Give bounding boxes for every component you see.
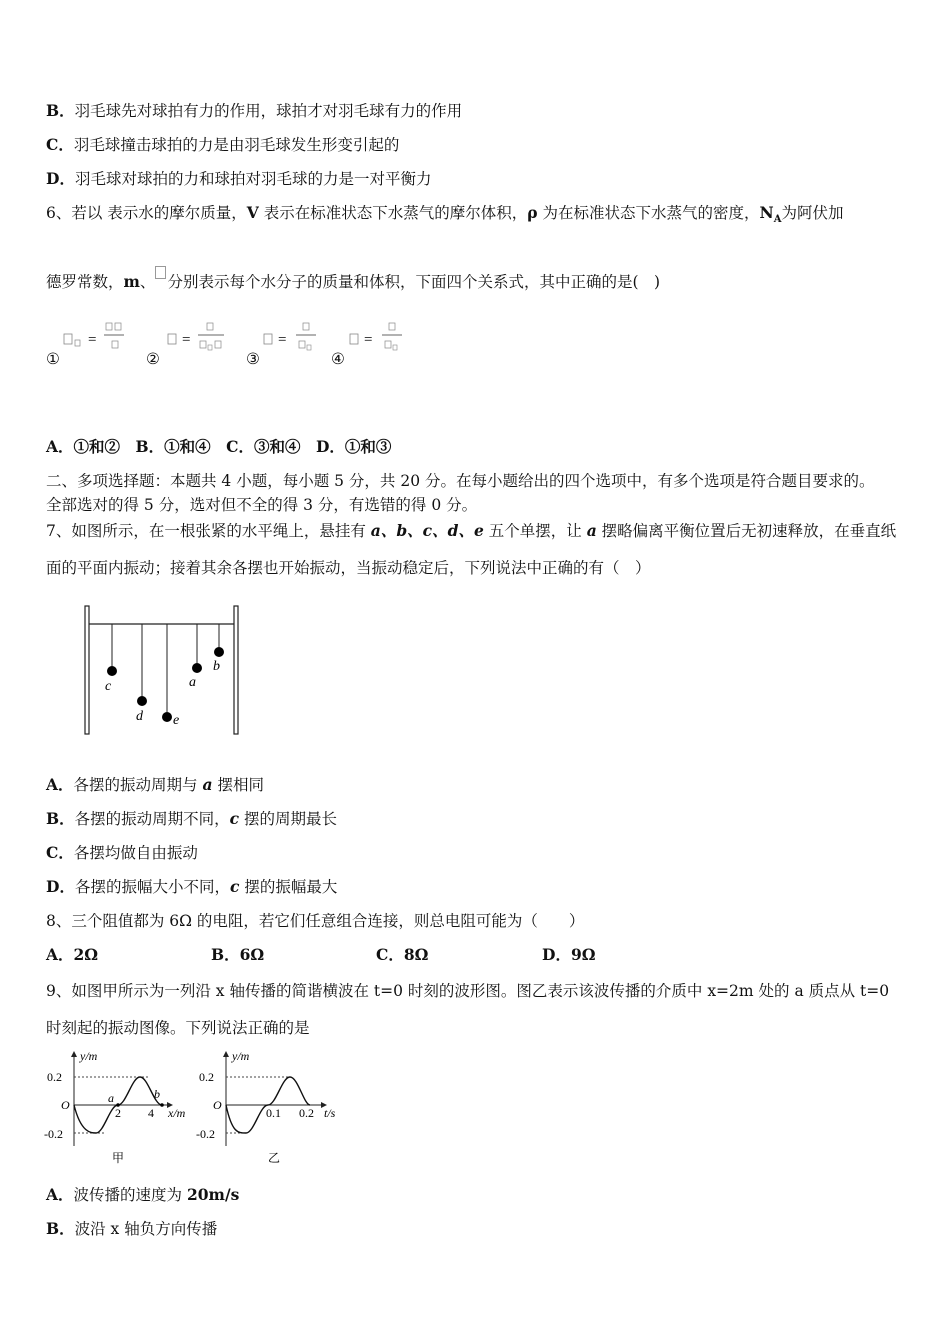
- origin-label: O: [213, 1098, 222, 1112]
- formula-label-3: ③: [246, 350, 260, 368]
- point-b: [160, 1103, 164, 1107]
- svg-text:=: =: [364, 332, 373, 348]
- ttick-0-2: 0.2: [299, 1106, 314, 1120]
- q7-option-c: [46, 842, 198, 864]
- q7-var-a: a: [586, 521, 597, 540]
- q5-option-d-text: 羽毛球对球拍的力和球拍对羽毛球的力是一对平衡力: [74, 170, 432, 188]
- q7-option-a-text-2: 摆相同: [212, 776, 264, 794]
- q7-option-b-var: c: [229, 809, 240, 828]
- xtick-2: 2: [115, 1106, 121, 1120]
- q6-text-7: 分别表示每个水分子的质量和体积，下面四个关系式，其中正确的是( ): [167, 273, 661, 291]
- ylabel: y/m: [232, 1049, 250, 1063]
- ytick-top: 0.2: [199, 1070, 214, 1084]
- q6-var-rho: ρ: [527, 203, 538, 222]
- xlabel: x/m: [168, 1106, 186, 1120]
- ttick-0-1: 0.1: [266, 1106, 281, 1120]
- pendulum-a-bob: [192, 663, 202, 673]
- svg-text:=: =: [182, 332, 191, 348]
- q5-option-b: [46, 100, 462, 122]
- q5-option-c: [46, 134, 399, 156]
- q9-option-a-text-2: 20m/s: [186, 1185, 240, 1204]
- q6-stem-line1: [46, 202, 843, 231]
- right-post: [234, 606, 238, 734]
- q5-option-c-text: 羽毛球撞击球拍的力是由羽毛球发生形变引起的: [73, 136, 400, 154]
- ytick-bottom: -0.2: [196, 1127, 215, 1141]
- q7-option-c-label: C．: [46, 843, 74, 862]
- q7-option-b: [46, 808, 337, 830]
- q5-option-b-label: B．: [46, 101, 75, 120]
- formula-4: [350, 323, 402, 350]
- q6-formulas: [40, 316, 420, 376]
- q6-var-m: m: [123, 272, 140, 291]
- q7-option-a-text-1: 各摆的振动周期与: [73, 776, 203, 794]
- pendulum-label-d: d: [136, 709, 143, 724]
- q7-option-d-text-2: 摆的振幅最大: [239, 878, 338, 896]
- q6-missing-symbol-icon: [155, 266, 166, 279]
- q7-option-d-var: c: [229, 877, 240, 896]
- q6-text-3: 为在标准状态下水蒸气的密度，: [537, 204, 760, 222]
- pendulum-label-c: c: [105, 679, 112, 694]
- q6-text-6: 、: [139, 273, 156, 291]
- q7-text-3: 摆略偏离平衡位置后无初速释放，在垂直纸: [596, 522, 897, 540]
- q6-text-5: 德罗常数，: [46, 273, 124, 291]
- section2-heading-line2: 全部选对的得 5 分，选对但不全的得 3 分，有选错的得 0 分。: [46, 496, 478, 514]
- q9-option-b-label: B．: [46, 1219, 75, 1238]
- q7-option-c-text: 各摆均做自由振动: [73, 844, 198, 862]
- pendulum-label-b: b: [213, 659, 220, 674]
- formula-label-1: ①: [46, 350, 60, 368]
- q9-option-b-text: 波沿 x 轴负方向传播: [74, 1220, 218, 1238]
- q9-option-a-text-1: 波传播的速度为: [73, 1186, 187, 1204]
- q5-option-d-label: D．: [46, 169, 75, 188]
- q7-stem-line1: [46, 520, 896, 542]
- q7-option-d: [46, 876, 337, 898]
- q7-option-b-label: B．: [46, 809, 75, 828]
- q7-vars: a、b、c、d、e: [370, 521, 484, 540]
- formula-label-2: ②: [146, 350, 160, 368]
- q6-var-n-sub: A: [773, 214, 782, 226]
- formula-label-4: ④: [331, 350, 345, 368]
- ytick-top: 0.2: [47, 1070, 62, 1084]
- caption-jia: 甲: [112, 1151, 125, 1165]
- pendulum-c-bob: [107, 666, 117, 676]
- xtick-4: 4: [148, 1106, 154, 1120]
- section2-heading-line1: 二、多项选择题：本题共 4 小题，每小题 5 分，共 20 分。在每小题给出的四个选项中，有多个选项是符合题目要求的。: [46, 472, 875, 490]
- origin-label: O: [61, 1098, 70, 1112]
- q7-option-d-label: D．: [46, 877, 75, 896]
- q8-option-d: D．9Ω: [542, 945, 596, 964]
- q9-vibration-graph-yi: [196, 1046, 356, 1168]
- ylabel: y/m: [80, 1049, 98, 1063]
- q7-option-b-text-2: 摆的周期最长: [239, 810, 338, 828]
- q5-option-d: [46, 168, 431, 190]
- q7-option-a-var: a: [202, 775, 213, 794]
- pendulum-d-bob: [137, 696, 147, 706]
- q9-stem-line1: 9、如图甲所示为一列沿 x 轴传播的简谐横波在 t=0 时刻的波形图。图乙表示该波传播的介质中 x=2m 处的 a 质点从 t=0: [46, 982, 890, 1000]
- q7-option-a-label: A．: [46, 775, 74, 794]
- q7-stem-line2: 面的平面内振动；接着其余各摆也开始振动，当振动稳定后，下列说法中正确的有（ ）: [46, 559, 651, 577]
- q9-wave-graph-jia: [44, 1046, 204, 1168]
- pendulum-label-a: a: [189, 675, 196, 690]
- q7-text-2: 五个单摆，让: [483, 522, 587, 540]
- left-post: [85, 606, 89, 734]
- svg-text:=: =: [88, 332, 97, 348]
- q6-text-4: 为阿伏加: [781, 204, 844, 222]
- q9-option-b: [46, 1218, 217, 1240]
- q9-option-a: [46, 1184, 239, 1206]
- q6-var-n: N: [759, 203, 774, 222]
- q7-option-d-text-1: 各摆的振幅大小不同，: [74, 878, 230, 896]
- formula-3: [264, 323, 316, 350]
- ytick-bottom: -0.2: [44, 1127, 63, 1141]
- q8-option-a: A．2Ω: [46, 945, 99, 964]
- pendulum-label-e: e: [173, 713, 180, 728]
- formula-2: [168, 323, 224, 350]
- q5-option-b-text: 羽毛球先对球拍有力的作用，球拍才对羽毛球有力的作用: [74, 102, 463, 120]
- q6-answer-options: A．①和② B．①和④ C．③和④ D．①和③: [46, 437, 392, 456]
- caption-yi: 乙: [268, 1151, 281, 1165]
- point-a-label: a: [108, 1091, 114, 1105]
- q7-pendulum-figure: [80, 600, 250, 740]
- q5-option-c-label: C．: [46, 135, 74, 154]
- q8-option-c: C．8Ω: [376, 945, 429, 964]
- q6-text-1: 6、若以 表示水的摩尔质量，: [46, 204, 247, 222]
- pendulum-e-bob: [162, 712, 172, 722]
- q8-option-b: B．6Ω: [211, 945, 265, 964]
- q7-option-a: [46, 774, 264, 796]
- tlabel: t/s: [324, 1106, 336, 1120]
- q7-option-b-text-1: 各摆的振动周期不同，: [74, 810, 230, 828]
- q6-text-2: 表示在标准状态下水蒸气的摩尔体积，: [258, 204, 528, 222]
- q9-option-a-label: A．: [46, 1185, 74, 1204]
- q6-var-v: V: [246, 203, 259, 222]
- svg-text:=: =: [278, 332, 287, 348]
- q6-stem-line2: [46, 266, 660, 293]
- q8-stem: 8、三个阻值都为 6Ω 的电阻，若它们任意组合连接，则总电阻可能为（ ）: [46, 912, 585, 930]
- point-b-label: b: [154, 1087, 160, 1101]
- pendulum-b-bob: [214, 647, 224, 657]
- q9-stem-line2: 时刻起的振动图像。下列说法正确的是: [46, 1019, 310, 1037]
- q7-text-1: 7、如图所示，在一根张紧的水平绳上，悬挂有: [46, 522, 371, 540]
- formula-1: [64, 323, 124, 348]
